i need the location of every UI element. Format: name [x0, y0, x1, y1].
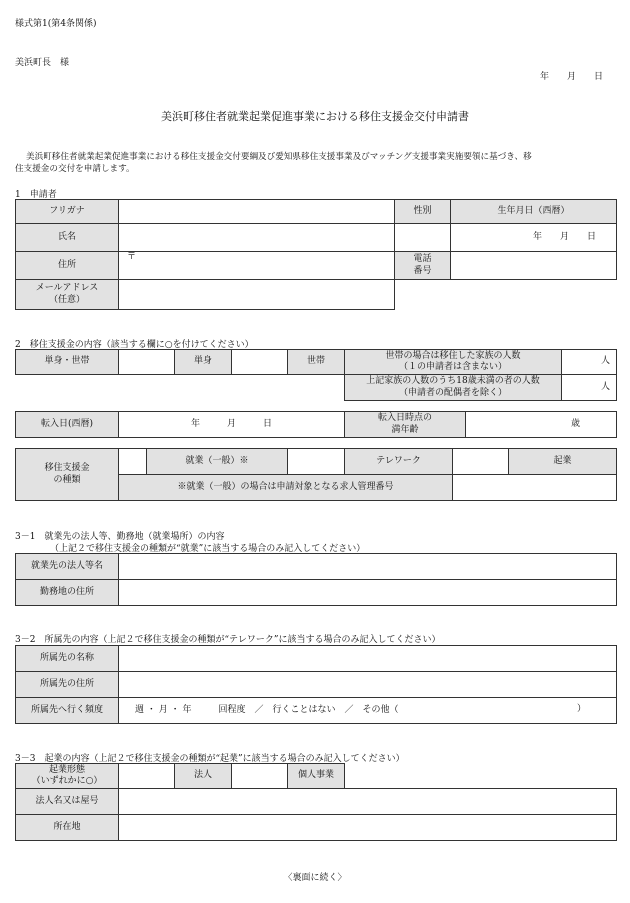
sole-proprietor-option: 個人事業 — [288, 764, 345, 789]
workplace-address-label: 勤務地の住所 — [16, 580, 119, 606]
support-type-label: 移住支援金 の種類 — [16, 449, 119, 501]
address-field[interactable]: 〒 — [119, 252, 395, 280]
household-table — [15, 349, 617, 401]
continued-note: 〈裏面に続く〉 — [283, 873, 347, 883]
form-number: 様式第1(第4条関係) — [15, 19, 97, 29]
telework-option: テレワーク — [345, 449, 453, 475]
affiliation-table — [15, 645, 617, 724]
job-number-label: ※就業（一般）の場合は申請対象となる求人管理番号 — [119, 475, 453, 501]
furigana-field[interactable] — [119, 200, 395, 224]
minor-count-field[interactable]: 人 — [562, 375, 617, 401]
affiliation-name-label: 所属先の名称 — [16, 646, 119, 672]
section-1-heading: 1 申請者 — [15, 190, 57, 200]
section-3-1-heading: 3－1 就業先の法人等、勤務地（就業場所）の内容 — [15, 532, 225, 542]
family-count-field[interactable]: 人 — [562, 350, 617, 375]
single-household-label: 単身・世帯 — [16, 350, 119, 375]
startup-option: 起業 — [509, 449, 617, 475]
affiliation-address-label: 所属先の住所 — [16, 672, 119, 698]
addressee: 美浜町長 様 — [15, 58, 70, 68]
employer-name-label: 就業先の法人等名 — [16, 554, 119, 580]
household-mark-field[interactable] — [232, 350, 288, 375]
move-in-date-field[interactable]: 年 月 日 — [119, 412, 345, 438]
workplace-address-field[interactable] — [119, 580, 617, 606]
visit-frequency-field[interactable] — [119, 698, 617, 724]
affiliation-address-field[interactable] — [119, 672, 617, 698]
email-label: メールアドレス （任意） — [16, 280, 119, 310]
support-type-table — [15, 448, 617, 501]
telework-mark-field[interactable] — [288, 449, 345, 475]
move-in-date-label: 転入日(西暦) — [16, 412, 119, 438]
section-3-3-heading: 3－3 起業の内容（上記２で移住支援金の種類が“起業”に該当する場合のみ記入してください） — [15, 754, 405, 764]
single-option: 単身 — [175, 350, 232, 375]
employer-table — [15, 553, 617, 606]
intro-line-2: 住支援金の交付を申請します。 — [15, 164, 135, 174]
age-label: 転入日時点の 満年齢 — [345, 412, 466, 438]
employment-mark-field[interactable] — [119, 449, 147, 475]
furigana-label: フリガナ — [16, 200, 119, 224]
email-field[interactable] — [119, 280, 395, 310]
affiliation-name-field[interactable] — [119, 646, 617, 672]
section-2-heading: 2 移住支援金の内容（該当する欄に○を付けてください） — [15, 340, 254, 350]
company-name-field[interactable] — [119, 789, 617, 815]
intro-line-1: 美浜町移住者就業起業促進事業における移住支援金交付要綱及び愛知県移住支援事業及びマッチング支援事業実施要領に基づき、移 — [26, 152, 532, 162]
single-mark-field[interactable] — [119, 350, 175, 375]
name-field[interactable] — [119, 224, 395, 252]
move-in-table — [15, 411, 617, 438]
phone-field[interactable] — [451, 252, 617, 280]
paren-close: ） — [576, 704, 586, 714]
startup-table — [15, 763, 617, 841]
birthdate-label: 生年月日（西暦） — [451, 200, 617, 224]
family-count-label: 世帯の場合は移住した家族の人数 （１の申請者は含まない） — [345, 350, 562, 375]
section-3-1-subheading: （上記２で移住支援金の種類が“就業”に該当する場合のみ記入してください） — [50, 544, 366, 554]
birthdate-field[interactable]: 年 月 日 — [451, 224, 617, 252]
household-option: 世帯 — [288, 350, 345, 375]
address-label: 住所 — [16, 252, 119, 280]
company-name-label: 法人名又は屋号 — [16, 789, 119, 815]
gender-field[interactable] — [395, 224, 451, 252]
phone-label: 電話 番号 — [395, 252, 451, 280]
location-label: 所在地 — [16, 815, 119, 841]
corporation-mark-field[interactable] — [119, 764, 175, 789]
employer-name-field[interactable] — [119, 554, 617, 580]
sole-proprietor-mark-field[interactable] — [232, 764, 288, 789]
application-date: 年 月 日 — [540, 72, 604, 82]
applicant-table — [15, 199, 617, 310]
employment-option: 就業（一般）※ — [147, 449, 288, 475]
job-number-field[interactable] — [453, 475, 617, 501]
startup-form-label: 起業形態 （いずれかに○） — [16, 764, 119, 789]
minor-count-label: 上記家族の人数のうち18歳未満の者の人数 （申請者の配偶者を除く） — [345, 375, 562, 401]
age-field[interactable]: 歳 — [466, 412, 617, 438]
corporation-option: 法人 — [175, 764, 232, 789]
name-label: 氏名 — [16, 224, 119, 252]
startup-mark-field[interactable] — [453, 449, 509, 475]
visit-frequency-label: 所属先へ行く頻度 — [16, 698, 119, 724]
section-3-2-heading: 3－2 所属先の内容（上記２で移住支援金の種類が“テレワーク”に該当する場合のみ記入してください） — [15, 635, 441, 645]
location-field[interactable] — [119, 815, 617, 841]
gender-label: 性別 — [395, 200, 451, 224]
page-title: 美浜町移住者就業起業促進事業における移住支援金交付申請書 — [161, 110, 469, 123]
visit-frequency-options: 週 ・ 月 ・ 年 回程度 ／ 行くことはない ／ その他（ — [135, 704, 399, 715]
